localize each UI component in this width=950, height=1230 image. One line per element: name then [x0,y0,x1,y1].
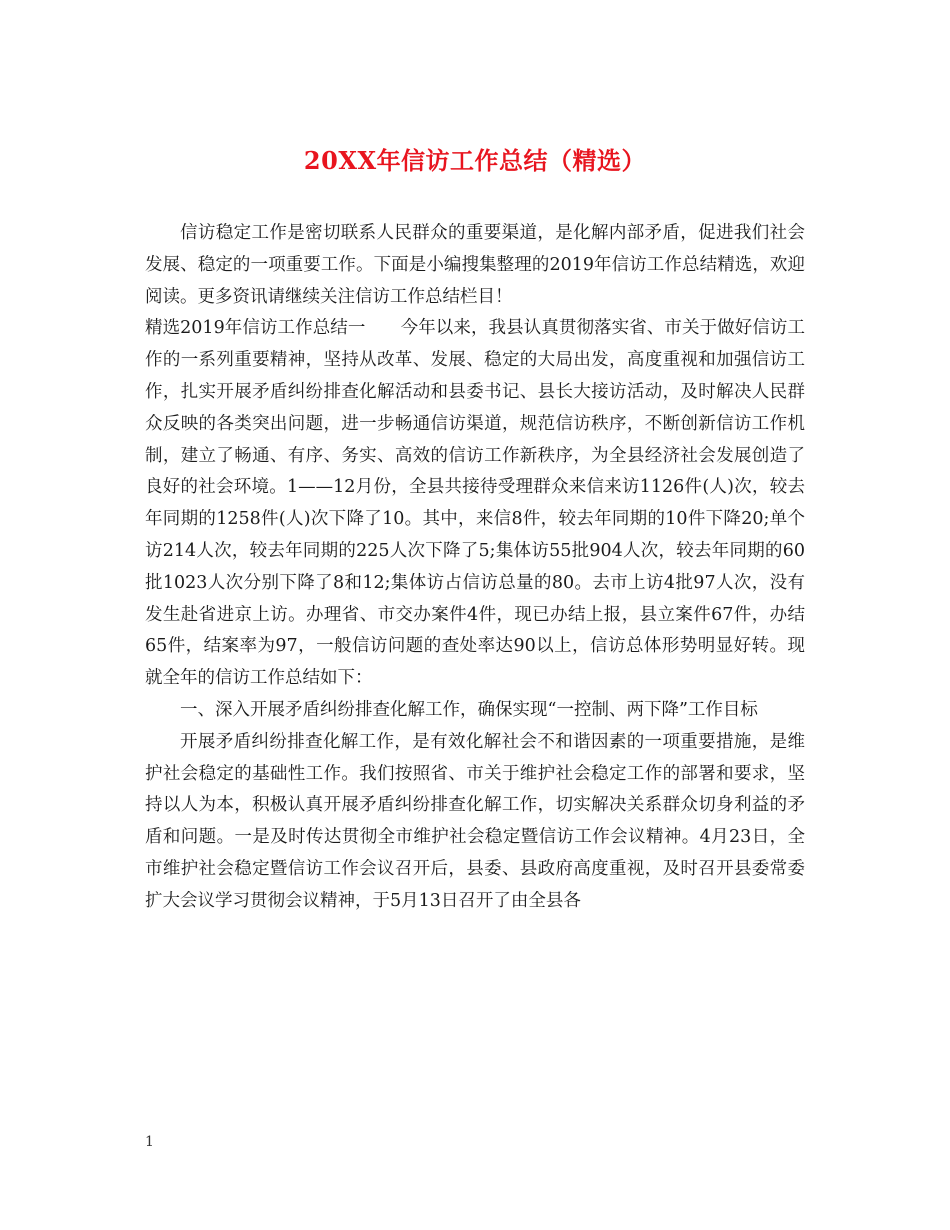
section-heading-one: 一、深入开展矛盾纠纷排查化解工作，确保实现“一控制、两下降”工作目标 [180,699,758,720]
paragraph-section-one: 开展矛盾纠纷排查化解工作，是有效化解社会不和谐因素的一项重要措施，是维护社会稳定的基础性工作。我们按照省、市关于维护社会稳定工作的部署和要求，坚持以人为本，积极认真开展矛盾纠纷排查化解工作，切实解决关系群众切身利益的矛盾和问题。一是及时传达贯彻全市维护社会稳定暨信访工作会议精神。4月23日，全市维护社会稳定暨信访工作会议召开后，县委、县政府高度重视，及时召开县委常委扩大会议学习贯彻会议精神，于5月13日召开了由全县各 [145,731,805,911]
document-body [145,218,805,918]
page-number: 1 [145,1134,154,1150]
document-title: 20XX年信访工作总结（精选） [303,146,647,175]
paragraph-intro: 信访稳定工作是密切联系人民群众的重要渠道，是化解内部矛盾，促进我们社会发展、稳定的一项重要工作。下面是小编搜集整理的2019年信访工作总结精选，欢迎阅读。更多资讯请继续关注信访工作总结栏目！ [145,223,805,307]
paragraph-summary-one: 精选2019年信访工作总结一 今年以来，我县认真贯彻落实省、市关于做好信访工作的一系列重要精神，坚持从改革、发展、稳定的大局出发，高度重视和加强信访工作，扎实开展矛盾纠纷排查化解活动和县委书记、县长大接访活动，及时解决人民群众反映的各类突出问题，进一步畅通信访渠道，规范信访秩序，不断创新信访工作机制，建立了畅通、有序、务实、高效的信访工作新秩序，为全县经济社会发展创造了良好的社会环境。1——12月份，全县共接待受理群众来信来访1126件(人)次，较去年同期的1258件(人)次下降了10。其中，来信8件，较去年同期的10件下降20;单个访214人次，较去年同期的225人次下降了5;集体访55批904人次，较去年同期的60批1023人次分别下降了8和12;集体访占信访总量的80。去市上访4批97人次，没有发生赴省进京上访。办理省、市交办案件4件，现已办结上报，县立案件67件，办结65件，结案率为97，一般信访问题的查处率达90以上，信访总体形势明显好转。现就全年的信访工作总结如下： [145,318,805,689]
